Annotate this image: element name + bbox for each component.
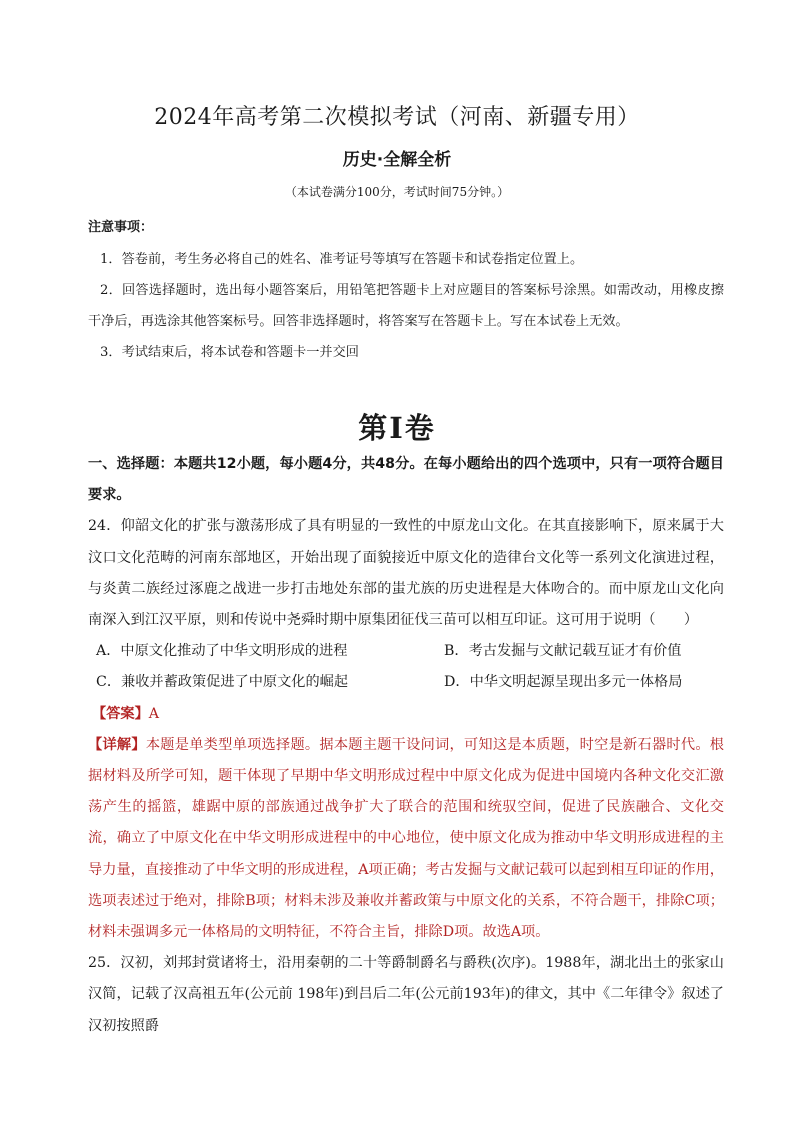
option-d: D．中华文明起源呈现出多元一体格局 xyxy=(444,674,683,691)
notice-heading: 注意事项： xyxy=(88,220,154,235)
notice-item: 1．答卷前，考生务必将自己的姓名、准考证号等填写在答题卡和试卷指定位置上。 xyxy=(100,252,584,267)
section-title: 第Ⅰ卷 xyxy=(358,411,436,445)
option-c: C．兼收并蓄政策促进了中原文化的崛起 xyxy=(96,674,349,691)
answer-label: 【答案】 xyxy=(92,705,149,722)
analysis-paragraph xyxy=(88,730,724,948)
answer-value: A xyxy=(148,705,160,722)
option-b: B．考古发掘与文献记载互证才有价值 xyxy=(444,643,682,660)
analysis-text: 本题是单类型单项选择题。据本题主题干设问词，可知这是本质题，时空是新石器时代。根据材料及所学可知，题干体现了早期中华文明形成过程中中原文化成为促进中国境内各种文化交汇激荡产生的摇篮，雄踞中原的部族通过战争扩大了联合的范围和统驭空间，促进了民族融合、文化交流，确立了中原文化在中华文明形成进程中的中心地位，使中原文化成为推动中华文明形成进程的主导力量，直接推动了中华文明的形成进程，A项正确；考古发掘与文献记载可以起到相互印证的作用，选项表述过于绝对，排除B项；材料未涉及兼收并蓄政策与中原文化的关系，不符合题干，排除C项；材料未强调多元一体格局的文明特征，不符合主旨，排除D项。故选A项。 xyxy=(88,736,724,941)
question-options xyxy=(88,636,724,698)
analysis-label: 【详解】 xyxy=(88,736,146,753)
notice-item: 3．考试结束后，将本试卷和答题卡一并交回 xyxy=(100,345,359,360)
part-instruction: 一、选择题：本题共12小题，每小题4分，共48分。在每小题给出的四个选项中，只有一项符合题目要求。 xyxy=(88,456,724,504)
notice-list xyxy=(88,244,724,368)
notice-item: 2．回答选择题时，选出每小题答案后，用铅笔把答题卡上对应题目的答案标号涂黑。如需改动，用橡皮擦干净后，再选涂其他答案标号。回答非选择题时，将答案写在答题卡上。写在本试卷上无效。 xyxy=(88,283,724,329)
exam-title: 2024年高考第二次模拟考试（河南、新疆专用） xyxy=(154,105,640,130)
exam-note: （本试卷满分100分，考试时间75分钟。） xyxy=(284,185,510,199)
question-stem: 25．汉初，刘邦封赏诸将士，沿用秦朝的二十等爵制爵名与爵秩(次序)。1988年，湖北出土的张家山汉简，记载了汉高祖五年(公元前 198年)到吕后二年(公元前193年)的律文，其中《二年律令》叙述了汉初按照爵 xyxy=(88,955,724,1034)
option-a: A．中原文化推动了中华文明形成的进程 xyxy=(96,643,348,660)
question-stem: 24．仰韶文化的扩张与激荡形成了具有明显的一致性的中原龙山文化。在其直接影响下，原来属于大汶口文化范畴的河南东部地区，开始出现了面貌接近中原文化的造律台文化等一系列文化演进过程，与炎黄二族经过涿鹿之战进一步打击地处东部的蚩尤族的历史进程是大体吻合的。而中原龙山文化向南深入到江汉平原，则和传说中尧舜时期中原集团征伐三苗可以相互印证。这可用于说明（ ） xyxy=(88,518,724,629)
answer-line xyxy=(88,699,724,730)
exam-subtitle: 历史·全解全析 xyxy=(342,150,452,170)
questions-body xyxy=(88,449,724,1042)
